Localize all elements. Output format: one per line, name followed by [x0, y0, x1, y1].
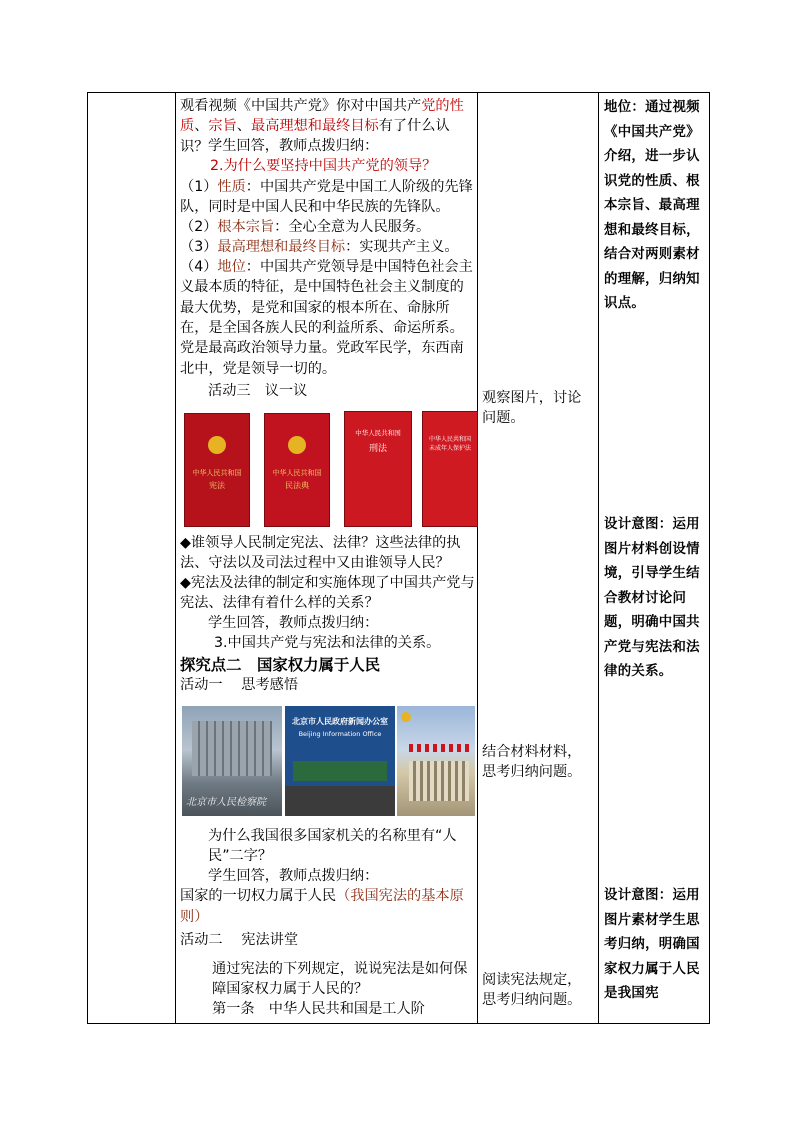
flags	[409, 744, 469, 752]
student-answer-1: 学生回答，教师点拨归纳：	[208, 138, 379, 154]
activity-3-title: 活动三 议一议	[208, 382, 308, 399]
discussion-block	[180, 533, 476, 695]
video-question-end: 有了什么认识？	[180, 118, 450, 155]
press-banner: 北京市人民政府新闻办公室	[292, 717, 388, 726]
item-ideal	[180, 237, 476, 257]
teaching-content-column	[180, 96, 476, 401]
item-text: ：中国共产党是中国工人阶级的先锋队，同时是中国人民和中华民族的先锋队。	[180, 178, 473, 215]
conclusion-text: 国家的一切权力属于人民	[180, 888, 337, 905]
law-books-image	[182, 411, 476, 527]
table-border-left	[87, 92, 88, 1024]
activity-1-title: 活动一 思考感悟	[180, 676, 299, 693]
student-activity-2: 结合材料材料，思考归纳问题。	[482, 744, 582, 781]
video-question-highlight-nature: 党的性质	[180, 98, 464, 135]
criminal-law-book	[344, 411, 412, 527]
video-question-text: 观看视频《中国共产党》你对中国共产	[180, 98, 422, 114]
speakers-table	[293, 761, 387, 781]
photo-caption: 北京市人民检察院	[186, 797, 266, 808]
item-text: ：全心全意为人民服务。	[274, 218, 431, 235]
separator: 、	[236, 118, 251, 135]
video-question-highlight-ideal: 最高理想和最终目标	[251, 118, 379, 135]
item-status	[180, 257, 476, 379]
design-note-2: 设计意图：运用图片材料创设情境，引导学生结合教材讨论问题，明确中国共产党与宪法和法律的关系。	[604, 516, 700, 679]
book-title: 中华人民共和国	[192, 469, 242, 477]
item-label: （2）	[180, 218, 218, 235]
item-keyword: 地位	[217, 259, 246, 276]
procuratorate-photo	[182, 706, 282, 816]
book-subtitle: 未成年人保护法	[428, 445, 471, 452]
table-border-top	[87, 92, 710, 93]
item-text: ：中国共产党领导是中国特色社会主义最本质的特征，是中国特色社会主义制度的最大优势，是党和国家的根本所在、命脉所在，是全国各族人民的利益所系、命运所系。党是最高政治领导力量。党政军民学，东西南北中，党是领导一切的。	[180, 259, 473, 377]
item-keyword: 性质	[217, 178, 246, 195]
people-power-block	[180, 826, 476, 1019]
question-4: 为什么我国很多国家机关的名称里有“人民”二字？	[208, 828, 457, 865]
book-title: 中华人民共和国	[272, 469, 322, 477]
video-question-highlight-purpose: 宗旨	[208, 118, 237, 135]
minor-protection-book	[422, 411, 478, 527]
item-label: （3）	[180, 238, 218, 255]
question-2: 2.为什么要坚持中国共产党的领导？	[210, 158, 437, 175]
book-title: 中华人民共和国	[428, 436, 471, 443]
book-subtitle: 刑法	[368, 444, 387, 454]
activity-2-title: 活动二 宪法讲堂	[180, 932, 299, 949]
audience	[285, 786, 395, 816]
great-hall-photo	[397, 706, 475, 816]
bullet-question-1: ◆谁领导人民制定宪法、法律？这些法律的执法、守法以及司法过程中又由谁领导人民？	[180, 535, 461, 572]
question-5: 通过宪法的下列规定，说说宪法是如何保障国家权力属于人民的？	[212, 960, 468, 997]
question-3: 3.中国共产党与宪法和法律的关系。	[214, 635, 441, 652]
table-divider-2	[477, 92, 478, 1024]
item-label: （1）	[180, 178, 218, 195]
item-text: ：实现共产主义。	[345, 238, 459, 255]
student-activity-1: 观察图片，讨论问题。	[482, 390, 582, 427]
section-title-2: 探究点二 国家权力属于人民	[180, 655, 381, 674]
article-1: 第一条 中华人民共和国是工人阶	[212, 1000, 425, 1017]
people-power-conclusion	[180, 886, 476, 926]
constitution-book	[184, 413, 250, 527]
building-facade	[192, 721, 272, 776]
table-border-right	[709, 92, 710, 1024]
civil-code-book	[264, 413, 330, 527]
national-emblem-icon	[208, 436, 226, 454]
national-emblem-icon	[288, 436, 306, 454]
student-answer-3: 学生回答，教师点拨归纳：	[208, 868, 379, 884]
item-keyword: 最高理想和最终目标	[217, 238, 346, 255]
bullet-question-2: ◆宪法及法律的制定和实施体现了中国共产党与宪法、法律有着什么样的关系？	[180, 575, 475, 612]
item-keyword: 根本宗旨	[217, 218, 275, 235]
press-banner-english: Beijing Information Office	[298, 730, 382, 738]
press-conference-photo	[285, 706, 395, 816]
columns	[409, 761, 469, 801]
item-purpose	[180, 217, 476, 237]
separator: 、	[194, 118, 209, 135]
book-subtitle: 宪法	[209, 481, 225, 490]
design-note-3: 设计意图：运用图片素材学生思考归纳，明确国家权力属于人民是我国宪	[604, 887, 700, 1001]
table-border-bottom	[87, 1023, 710, 1024]
table-divider-3	[598, 92, 599, 1024]
book-subtitle: 民法典	[285, 481, 309, 490]
item-nature	[180, 177, 476, 217]
national-emblem-icon	[401, 712, 411, 722]
book-title: 中华人民共和国	[355, 429, 401, 437]
item-label: （4）	[180, 259, 218, 276]
student-answer-2: 学生回答，教师点拨归纳：	[208, 615, 379, 631]
table-divider-1	[175, 92, 176, 1024]
design-note-1: 地位：通过视频《中国共产党》介绍，进一步认识党的性质、根本宗旨、最高理想和最终目标，结合对两则素材的理解，归纳知识点。	[604, 99, 700, 311]
student-activity-3: 阅读宪法规定，思考归纳问题。	[482, 972, 582, 1009]
conclusion-note: （我国宪法的基本原则）	[180, 888, 464, 925]
